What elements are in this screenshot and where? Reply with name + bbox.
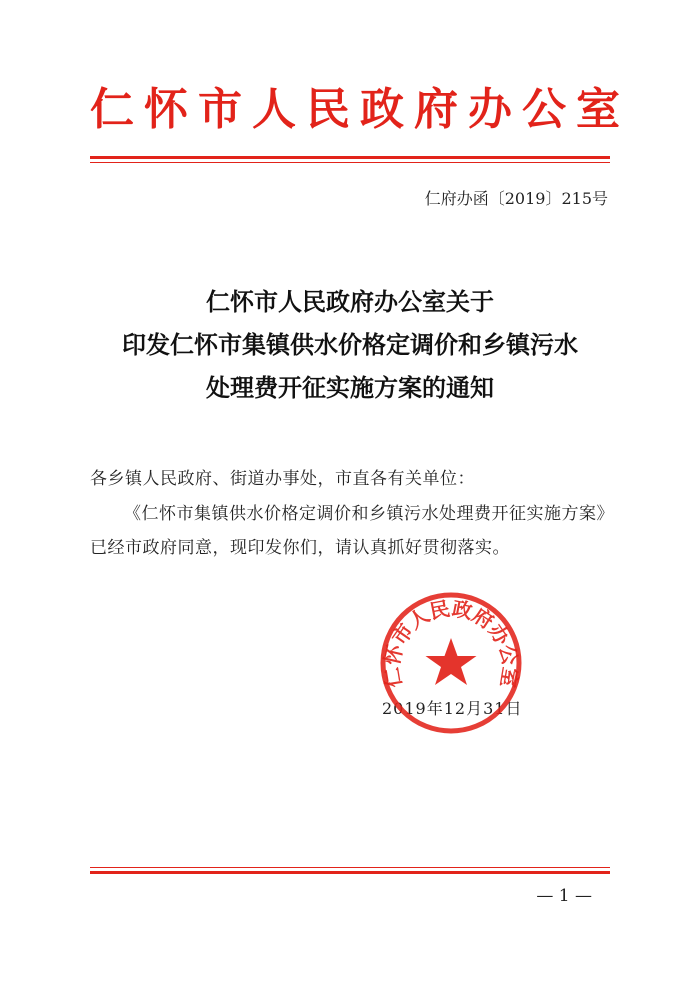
- footer-rule-thin: [90, 867, 610, 868]
- seal-text: 仁怀市人民政府办公室: [379, 596, 523, 690]
- footer-rule-thick: [90, 871, 610, 874]
- header-rule-thick: [90, 156, 610, 159]
- title-line-2: 印发仁怀市集镇供水价格定调价和乡镇污水: [122, 330, 578, 359]
- star-icon: [426, 638, 477, 685]
- body-paragraph: 《仁怀市集镇供水价格定调价和乡镇污水处理费开征实施方案》已经市政府同意，现印发你们，请认真抓好贯彻落实。: [90, 504, 614, 558]
- official-seal: [378, 590, 524, 736]
- issue-date: 2019年12月31日: [382, 699, 523, 718]
- header-rule-thin: [90, 162, 610, 163]
- title-line-1: 仁怀市人民政府办公室关于: [206, 287, 494, 316]
- issuer-title: 仁怀市人民政府办公室: [90, 84, 630, 135]
- addressee: 各乡镇人民政府、街道办事处，市直各有关单位：: [90, 469, 475, 489]
- page-number: — 1 —: [536, 886, 592, 906]
- title-line-3: 处理费开征实施方案的通知: [206, 373, 494, 402]
- document-title: [90, 280, 610, 409]
- document-number: 仁府办函〔2019〕215号: [424, 189, 608, 208]
